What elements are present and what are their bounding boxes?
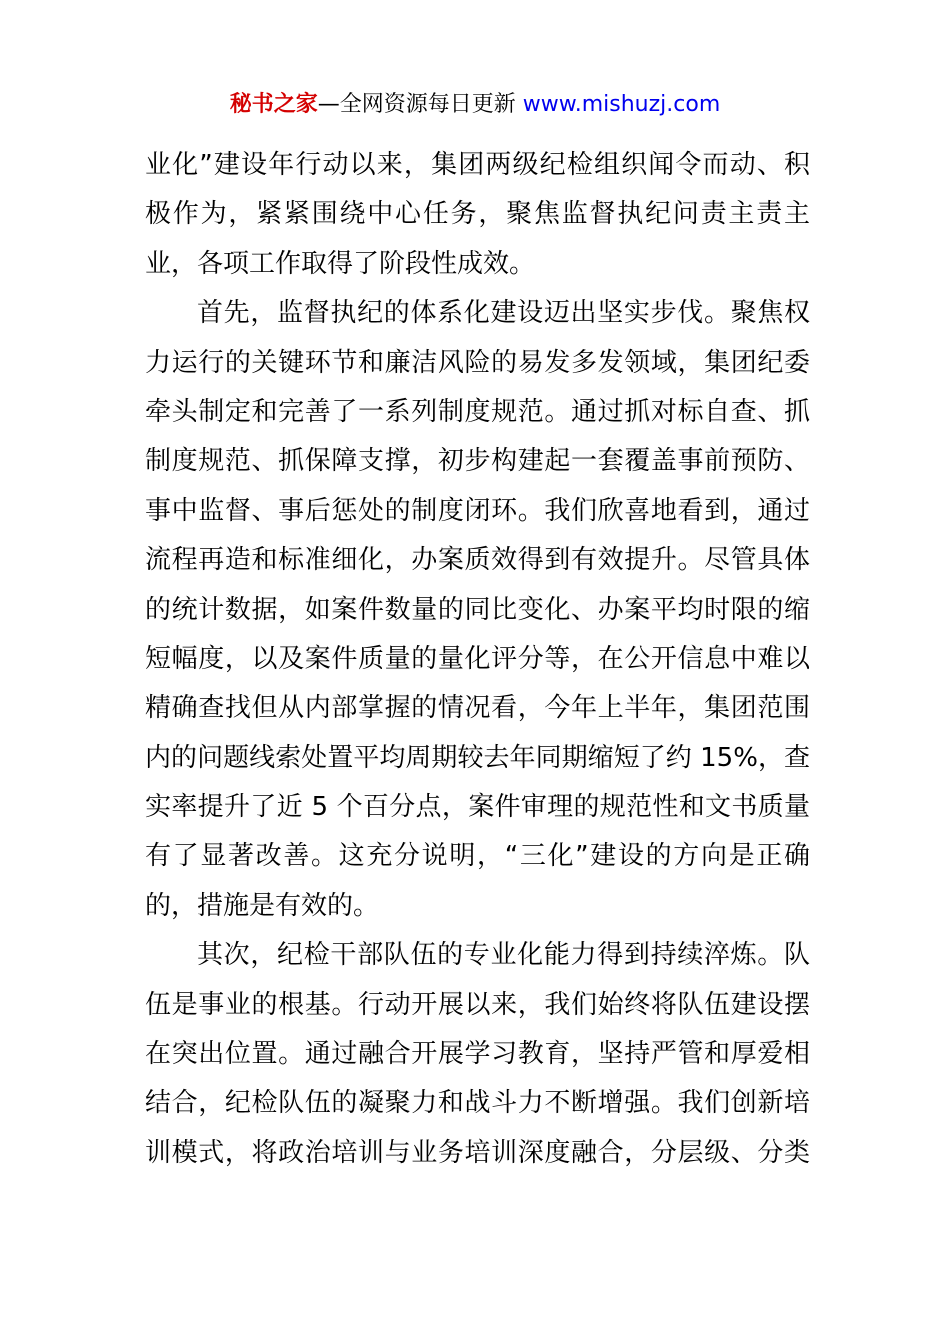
text-line: 流程再造和标准细化，办案质效得到有效提升。尽管具体: [145, 545, 810, 576]
text-line: 精确查找但从内部掌握的情况看，今年上半年，集团范围: [145, 693, 810, 724]
text-line: 实率提升了近 5 个百分点，案件审理的规范性和文书质量: [145, 792, 810, 823]
text-line: 的，措施是有效的。: [145, 890, 380, 921]
text-line: 业化”建设年行动以来，集团两级纪检组织闻令而动、积: [145, 150, 810, 180]
site-header: [0, 88, 950, 122]
paragraph-start-line: 其次，纪检干部队伍的专业化能力得到持续淬炼。队: [197, 940, 810, 971]
paragraph-start-line: 首先，监督执纪的体系化建设迈出坚实步伐。聚焦权: [197, 298, 810, 329]
site-tagline: —全网资源每日更新: [317, 92, 523, 117]
text-line: 业，各项工作取得了阶段性成效。: [145, 248, 536, 279]
text-line: 结合，纪检队伍的凝聚力和战斗力不断增强。我们创新培: [145, 1088, 810, 1119]
text-line: 极作为，紧紧围绕中心任务，聚焦监督执纪问责主责主: [145, 199, 810, 230]
text-line: 训模式，将政治培训与业务培训深度融合，分层级、分类: [145, 1137, 810, 1168]
text-line: 牵头制定和完善了一系列制度规范。通过抓对标自查、抓: [145, 396, 810, 427]
text-line: 在突出位置。通过融合开展学习教育，坚持严管和厚爱相: [145, 1039, 810, 1070]
site-brand: 秘书之家: [229, 92, 318, 117]
text-line: 内的问题线索处置平均周期较去年同期缩短了约 15%，查: [145, 742, 810, 773]
text-line: 事中监督、事后惩处的制度闭环。我们欣喜地看到，通过: [145, 495, 810, 526]
text-line: 伍是事业的根基。行动开展以来，我们始终将队伍建设摆: [145, 989, 810, 1020]
text-line: 力运行的关键环节和廉洁风险的易发多发领域，集团纪委: [145, 347, 810, 378]
site-url-link[interactable]: www.mishuzj.com: [522, 92, 721, 117]
text-line: 短幅度，以及案件质量的量化评分等，在公开信息中难以: [145, 643, 810, 674]
text-line: 的统计数据，如案件数量的同比变化、办案平均时限的缩: [145, 594, 810, 625]
text-line: 制度规范、抓保障支撑，初步构建起一套覆盖事前预防、: [145, 446, 810, 477]
text-line: 有了显著改善。这充分说明，“三化”建设的方向是正确: [145, 841, 810, 872]
document-body: [145, 141, 810, 1178]
